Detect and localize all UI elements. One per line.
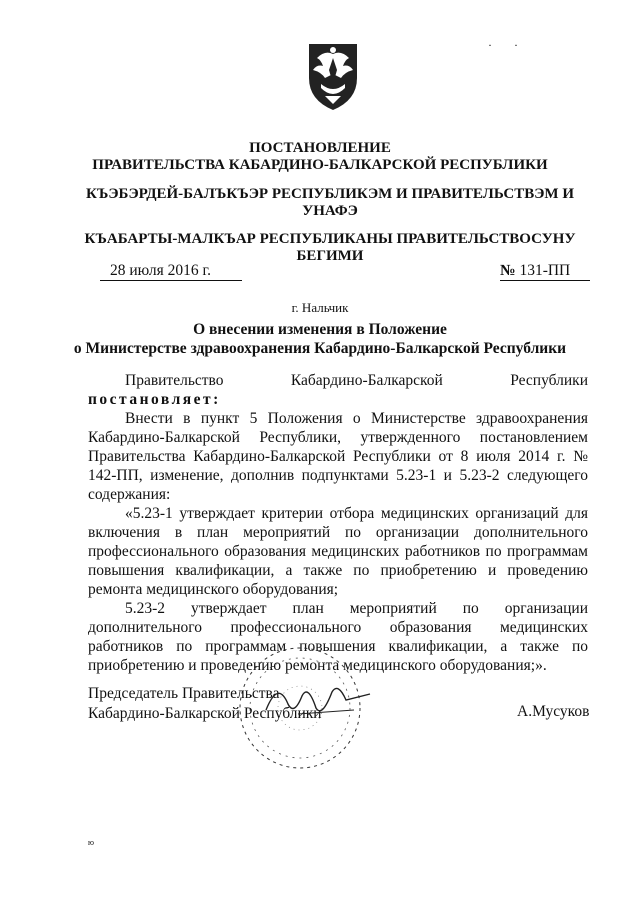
scan-dots: ·· — [488, 38, 540, 52]
paragraph-5-23-2: 5.23-2 утверждает план мероприятий по организации дополнительного профессионального образования медицинских работников по программам повышения квалификации, а также по приобретению и проведению ремонта медицинского оборудования;». — [88, 600, 588, 674]
signatory-title-line-1: Председатель Правительства — [88, 685, 280, 702]
title-line-1: О внесении изменения в Положение — [193, 321, 447, 338]
title-line-2: о Министерстве здравоохранения Кабардино-Балкарской Республики — [73, 340, 567, 357]
handwritten-signature-icon — [258, 670, 378, 726]
city-name: г. Нальчик — [291, 300, 349, 315]
kabardian-header — [60, 186, 600, 220]
number-value: 131-ПП — [519, 262, 571, 279]
paragraph-amendment: Внести в пункт 5 Положения о Министерстве здравоохранения Кабардино-Балкарской Республики, утвержденного постановлением Правительства Кабардино-Балкарской Республики от 8 июля 2014 г. № 142-ПП, изменение, дополнив подпунктами 5.23-1 и 5.23-2 следующего содержания: — [88, 410, 588, 503]
scan-mark: ю — [88, 838, 94, 847]
number-sign: № — [500, 262, 516, 279]
kabardian-line-1: КЪЭБЭРДЕЙ-БАЛЪКЪЭР РЕСПУБЛИКЭМ И ПРАВИТЕЛЬСТВЭМ И — [86, 186, 574, 202]
decree-date: 28 июля 2016 г. — [100, 262, 242, 281]
balkar-header — [60, 231, 600, 265]
government-name: ПРАВИТЕЛЬСТВА КАБАРДИНО-БАЛКАРСКОЙ РЕСПУБЛИКИ — [92, 157, 548, 173]
paragraph-preamble — [88, 371, 588, 409]
kabardian-line-2: УНАФЭ — [302, 203, 358, 219]
decree-number — [500, 262, 590, 281]
preamble-text: Правительство Кабардино-Балкарской Республики — [125, 372, 588, 389]
coat-of-arms-icon — [303, 40, 363, 112]
signatory-name: А.Мусуков — [517, 703, 590, 720]
balkar-line-1: КЪАБАРТЫ-МАЛКЪАР РЕСПУБЛИКАНЫ ПРАВИТЕЛЬСТВОСУНУ — [84, 231, 576, 247]
paragraph-5-23-1: «5.23-1 утверждает критерии отбора медицинских организаций для включения в план мероприятий по организации дополнительного профессионального образования медицинских работников по программам повышения квалификации, а также по приобретению и проведению ремонта медицинского оборудования; — [88, 505, 588, 598]
decree-word: постановляет: — [88, 391, 221, 408]
document-title — [0, 320, 640, 358]
decree-label: ПОСТАНОВЛЕНИЕ — [249, 140, 391, 156]
document-header — [0, 140, 640, 174]
signatory-title-line-2: Кабардино-Балкарской Республики — [88, 705, 322, 722]
document-body — [88, 371, 588, 675]
balkar-line-2: БЕГИМИ — [296, 248, 364, 264]
